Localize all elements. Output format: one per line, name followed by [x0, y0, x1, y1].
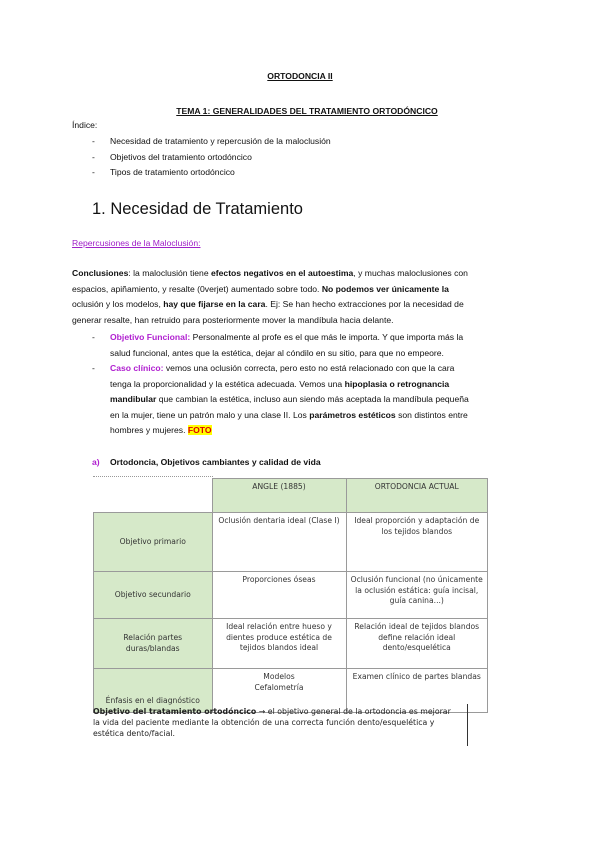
conclusions-text: : la maloclusión tiene: [128, 268, 211, 278]
index-item: -: [92, 167, 95, 177]
footer-note-text: la vida del paciente mediante la obtención de una correcta función dento/esquelética y: [93, 718, 435, 727]
bullet-emph: parámetros estéticos: [309, 409, 396, 420]
table-header-cell: [94, 479, 213, 513]
bullet-dash: -: [92, 332, 95, 342]
course-title: ORTODONCIA II: [267, 71, 333, 81]
footer-note: [93, 706, 468, 739]
index-item-text: Tipos de tratamiento ortodóncico: [110, 167, 235, 177]
table-header-row: [94, 479, 488, 513]
footer-note-text: → el objetivo general de la ortodoncia es mejorar: [256, 707, 451, 716]
topic-title: TEMA 1: GENERALIDADES DEL TRATAMIENTO ORTODÓNCICO: [176, 106, 438, 116]
table-row: [94, 513, 488, 572]
bullet-text: en la mujer, tiene un patrón malo y una clase II. Los: [110, 409, 310, 420]
bullet-text: hombres y mujeres.: [110, 425, 188, 436]
table-cell: Modelos Cefalometría: [212, 669, 346, 713]
table-row-label: Objetivo secundario: [94, 572, 213, 619]
bullet-text: Personalmente al profe es el que más le importa. Y que importa más la: [190, 332, 464, 342]
conclusions-text: generar resalte, han retruido para posteriormente mover la mandíbula hacia delante.: [72, 314, 394, 325]
subsection-title: Ortodoncia, Objetivos cambiantes y calidad de vida: [110, 457, 321, 467]
index-item: -: [92, 152, 95, 162]
comparison-table: [93, 478, 488, 713]
bullet-objetivo-funcional: [110, 330, 530, 361]
bullet-text: vemos una oclusión correcta, pero esto no está relacionado con que la cara: [163, 363, 455, 373]
bullet-caso-clinico: [110, 361, 530, 439]
table-cell: Oclusión dentaria ideal (Clase I): [212, 513, 346, 572]
foto-highlight: FOTO: [187, 425, 212, 436]
subsection-marker: a): [92, 457, 100, 467]
bullet-label: Caso clínico:: [110, 363, 164, 373]
bullet-text: salud funcional, antes que la estética, dejar al cóndilo en su sitio, para que no empeore.: [110, 347, 444, 358]
conclusions-emph: hay que fijarse en la cara: [163, 299, 266, 310]
vertical-rule: [467, 704, 468, 746]
bullet-dash: -: [92, 363, 95, 373]
table-cell: Proporciones óseas: [212, 572, 346, 619]
table-cell: Ideal relación entre hueso y dientes produce estética de tejidos blandos ideal: [212, 619, 346, 669]
table-cell: Ideal proporción y adaptación de los tejidos blandos: [346, 513, 488, 572]
table-cell: Oclusión funcional (no únicamente la oclusión estática: guía incisal, guía canina...): [346, 572, 488, 619]
index-item-text: Objetivos del tratamiento ortodóncico: [110, 152, 252, 162]
conclusions-paragraph: [72, 266, 532, 328]
bullet-text: que cambian la estética, incluso aun siendo más aceptada la mandíbula pequeña: [156, 394, 469, 405]
bullet-text: son distintos entre: [395, 409, 468, 420]
bullet-text: tenga la proporcionalidad y la estética adecuada. Vemos una: [110, 378, 345, 389]
table-cell: Examen clínico de partes blandas: [346, 669, 488, 713]
conclusions-lead: Conclusiones: [72, 268, 129, 278]
index-item-text: Necesidad de tratamiento y repercusión de la maloclusión: [110, 136, 331, 146]
table-header-cell: ANGLE (1885): [212, 479, 346, 513]
table-row: [94, 572, 488, 619]
footer-note-text: estética dento/facial.: [93, 729, 176, 738]
dotted-separator: [93, 476, 213, 477]
bullet-emph: mandibular: [110, 394, 157, 405]
conclusions-emph: efectos negativos en el autoestima: [211, 268, 354, 278]
conclusions-text: , y muchas maloclusiones con: [353, 268, 468, 278]
conclusions-emph: No podemos ver únicamente la: [321, 283, 449, 294]
table-cell: Relación ideal de tejidos blandos define relación ideal dento/esquelética: [346, 619, 488, 669]
index-label: Índice:: [72, 120, 98, 130]
index-item: -: [92, 136, 95, 146]
table-row: [94, 619, 488, 669]
conclusions-text: . Ej: Se han hecho extracciones por la necesidad de: [265, 299, 464, 310]
section-heading: 1. Necesidad de Tratamiento: [92, 200, 303, 218]
conclusions-text: espacios, apiñamiento, y resalte (0verjet) aumentado sobre todo.: [72, 283, 322, 294]
bullet-emph: hipoplasia o retrognancia: [344, 378, 450, 389]
subheading-repercusiones: Repercusiones de la Maloclusión:: [72, 238, 201, 248]
footer-note-lead: Objetivo del tratamiento ortodóncico: [93, 707, 257, 716]
bullet-label: Objetivo Funcional:: [110, 332, 191, 342]
table-row-label: Énfasis en el diagnóstico: [94, 669, 213, 713]
table-row-label: Objetivo primario: [94, 513, 213, 572]
table-header-cell: ORTODONCIA ACTUAL: [346, 479, 488, 513]
conclusions-text: oclusión y los modelos,: [72, 299, 164, 310]
table-row-label: Relación partes duras/blandas: [94, 619, 213, 669]
